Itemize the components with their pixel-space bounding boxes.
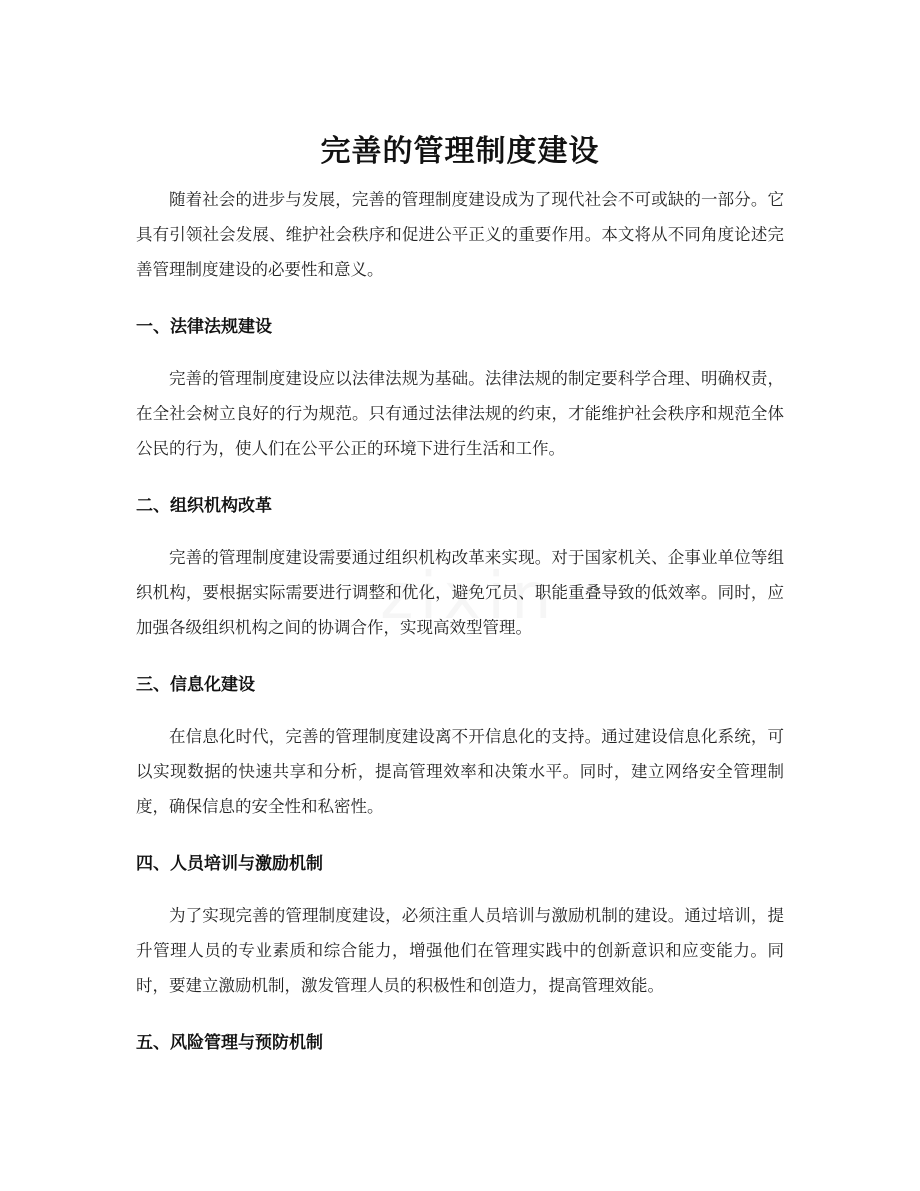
section-heading-5: 五、风险管理与预防机制	[136, 1033, 323, 1053]
document-body	[136, 182, 784, 1057]
section-heading-1: 一、法律法规建设	[136, 317, 272, 337]
section-heading-4: 四、人员培训与激励机制	[136, 854, 323, 874]
intro-paragraph: 随着社会的进步与发展，完善的管理制度建设成为了现代社会不可或缺的一部分。它具有引领社会发展、维护社会秩序和促进公平正义的重要作用。本文将从不同角度论述完善管理制度建设的必要性和意义。	[136, 190, 784, 279]
section-body-1: 完善的管理制度建设应以法律法规为基础。法律法规的制定要科学合理、明确权责，在全社会树立良好的行为规范。只有通过法律法规的约束，才能维护社会秩序和规范全体公民的行为，使人们在公平公正的环境下进行生活和工作。	[136, 369, 784, 458]
document-title: 完善的管理制度建设	[320, 134, 600, 170]
section-body-3: 在信息化时代，完善的管理制度建设离不开信息化的支持。通过建设信息化系统，可以实现数据的快速共享和分析，提高管理效率和决策水平。同时，建立网络安全管理制度，确保信息的安全性和私密性。	[136, 727, 784, 816]
section-body-2: 完善的管理制度建设需要通过组织机构改革来实现。对于国家机关、企事业单位等组织机构，要根据实际需要进行调整和优化，避免冗员、职能重叠导致的低效率。同时，应加强各级组织机构之间的协调合作，实现高效型管理。	[136, 548, 784, 637]
section-body-4: 为了实现完善的管理制度建设，必须注重人员培训与激励机制的建设。通过培训，提升管理人员的专业素质和综合能力，增强他们在管理实践中的创新意识和应变能力。同时，要建立激励机制，激发管理人员的积极性和创造力，提高管理效能。	[136, 906, 784, 995]
section-heading-3: 三、信息化建设	[136, 675, 255, 695]
section-heading-2: 二、组织机构改革	[136, 496, 272, 516]
